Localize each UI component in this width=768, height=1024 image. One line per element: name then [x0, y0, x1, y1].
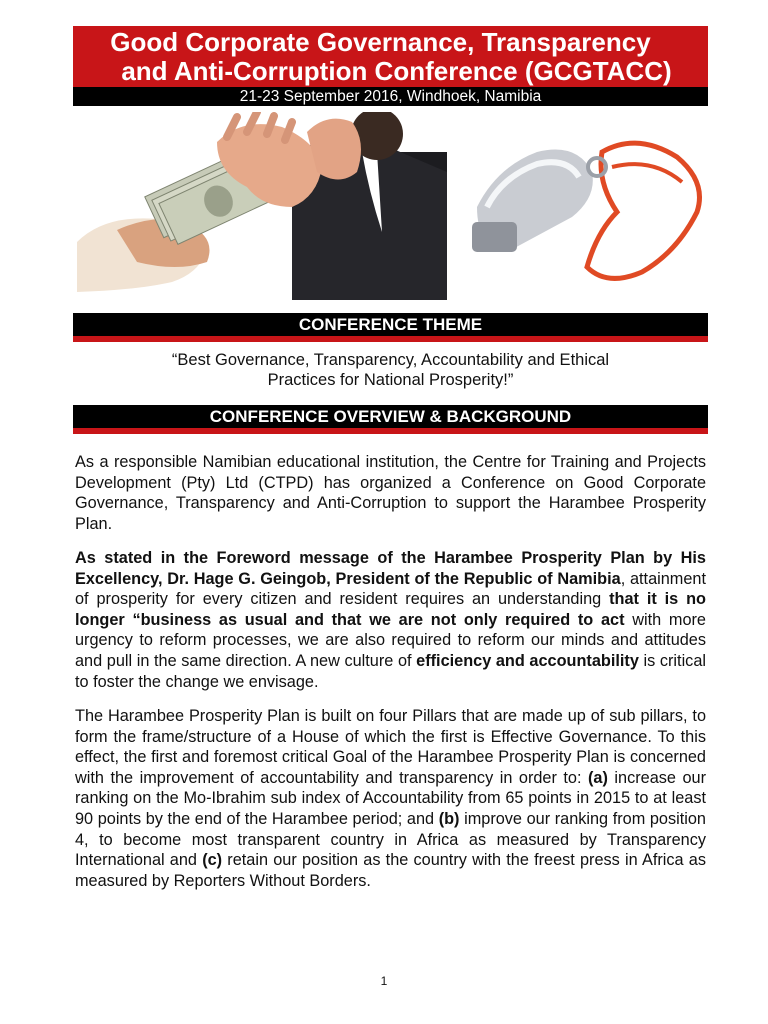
text: improve our ranking from position 4, to become most transparent country in Africa as measured by Transparency International and — [75, 809, 706, 870]
red-rule — [73, 336, 708, 342]
text: increase our ranking on the Mo-Ibrahim sub index of Accountability from 65 points in 2015 to at least 90 points by the end of the Harambee period; and — [75, 768, 706, 828]
title-line-1: Good Corporate Governance, Transparency — [110, 27, 651, 57]
text: , attainment of prosperity for every citizen and resident requires an understanding — [75, 569, 707, 609]
whistle-image — [472, 143, 700, 278]
paragraph-3 — [75, 706, 706, 891]
paragraph-2 — [75, 548, 706, 692]
overview-bar — [73, 405, 708, 434]
conference-theme-bar — [73, 313, 708, 342]
red-rule — [73, 428, 708, 434]
text: retain our position as the country with the freest press in Africa as measured by Reporters Without Borders. — [75, 851, 707, 890]
list-marker-a: (a) — [588, 768, 608, 787]
dateline: 21-23 September 2016, Windhoek, Namibia — [73, 87, 708, 106]
page-number: 1 — [380, 974, 388, 988]
bold-text: As stated in the Foreword message of the Harambee Prosperity Plan by His Excellency, Dr. Hage G. Geingob, President of the Republic of Namibia — [75, 549, 706, 588]
list-marker-c: (c) — [202, 851, 223, 870]
hero-image — [77, 112, 709, 300]
overview-heading: CONFERENCE OVERVIEW & BACKGROUND — [73, 405, 708, 428]
title-banner — [73, 26, 708, 87]
conference-theme-heading: CONFERENCE THEME — [73, 313, 708, 336]
paragraph-1: As a responsible Namibian educational institution, the Centre for Training and Projects Development (Pty) Ltd (CTPD) has organized a Conference on Good Corporate Governance, Transparency and Anti-Corruption to support the Harambee Prosperity Plan. — [75, 453, 706, 533]
bold-text: that it is no longer “business as usual and that we are not only required to act — [75, 590, 707, 629]
title-line-2: and Anti-Corruption Conference (GCGTACC) — [121, 56, 672, 86]
list-marker-b: (b) — [438, 809, 460, 828]
theme-quote-line-2: Practices for National Prosperity!” — [267, 371, 514, 389]
text: is critical to foster the change we envisage. — [75, 651, 706, 691]
text: The Harambee Prosperity Plan is built on four Pillars that are made up of sub pillars, to form the frame/structure of a House of which the first is Effective Governance. To this effect, the first and foremost critical Goal of the Harambee Prosperity Plan is concerned with the improvement of accountability and transparency in order to: — [75, 707, 706, 787]
theme-quote-line-1: “Best Governance, Transparency, Accountability and Ethical — [171, 351, 610, 369]
theme-quote — [73, 350, 708, 390]
bold-text: efficiency and accountability — [416, 651, 639, 670]
text: with more urgency to reform processes, we are also required to reform our minds and attitudes and pull in the same direction. A new culture of — [75, 610, 706, 670]
